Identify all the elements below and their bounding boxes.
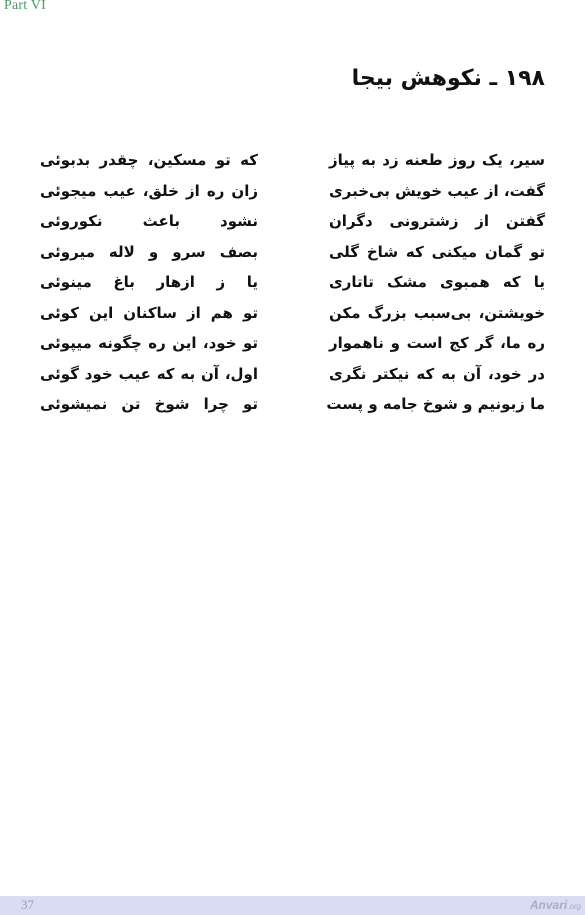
verse-9 xyxy=(0,392,585,423)
verse-6-second-hemistich: تو هم از ساکنان این کوئی xyxy=(40,303,258,322)
watermark-suffix: .org xyxy=(567,902,581,911)
verse-2-second-hemistich: زان ره از خلق، عیب میجوئی xyxy=(40,181,258,200)
site-watermark xyxy=(530,898,581,912)
poem-title: ۱۹۸ ـ نکوهش بیجا xyxy=(351,66,545,91)
verse-5 xyxy=(0,270,585,301)
verse-7-first-hemistich: ره ما، گر کج است و ناهموار xyxy=(329,334,545,352)
verse-3 xyxy=(0,209,585,240)
verse-4-second-hemistich: بصف سرو و لاله میروئی xyxy=(40,242,258,261)
watermark-text: Anvari xyxy=(529,898,568,912)
verse-4 xyxy=(0,240,585,271)
verse-5-first-hemistich: یا که همبوی مشک تاتاری xyxy=(329,273,545,291)
part-label: Part VI xyxy=(4,0,46,13)
poem-verses xyxy=(0,148,585,423)
verse-1 xyxy=(0,148,585,179)
verse-7 xyxy=(0,331,585,362)
verse-6 xyxy=(0,301,585,332)
verse-7-second-hemistich: تو خود، این ره چگونه میپوئی xyxy=(40,334,258,352)
verse-6-first-hemistich: خویشتن، بی‌سبب بزرگ مکن xyxy=(329,303,545,322)
page-footer xyxy=(0,896,585,915)
verse-2-first-hemistich: گفت، از عیب خویش بی‌خبری xyxy=(329,181,545,200)
verse-8-first-hemistich: در خود، آن به که نیکتر نگری xyxy=(329,364,545,383)
verse-5-second-hemistich: یا ز ازهار باغ مینوئی xyxy=(40,273,258,291)
verse-8 xyxy=(0,362,585,393)
verse-9-first-hemistich: ما زبونیم و شوخ جامه و پست xyxy=(326,395,545,413)
verse-4-first-hemistich: تو گمان میکنی که شاخ گلی xyxy=(329,242,545,261)
verse-9-second-hemistich: تو چرا شوخ تن نمیشوئی xyxy=(40,395,258,413)
verse-1-second-hemistich: که تو مسکین، چقدر بدبوئی xyxy=(40,151,258,169)
verse-3-first-hemistich: گفتن از زشترونی دگران xyxy=(329,212,545,230)
page-number: 37 xyxy=(21,897,34,912)
verse-8-second-hemistich: اول، آن به که عیب خود گوئی xyxy=(40,364,258,383)
verse-2 xyxy=(0,179,585,210)
verse-1-first-hemistich: سیر، یک روز طعنه زد به پیاز xyxy=(329,151,545,169)
verse-3-second-hemistich: نشود باعث نکوروئی xyxy=(40,212,258,230)
